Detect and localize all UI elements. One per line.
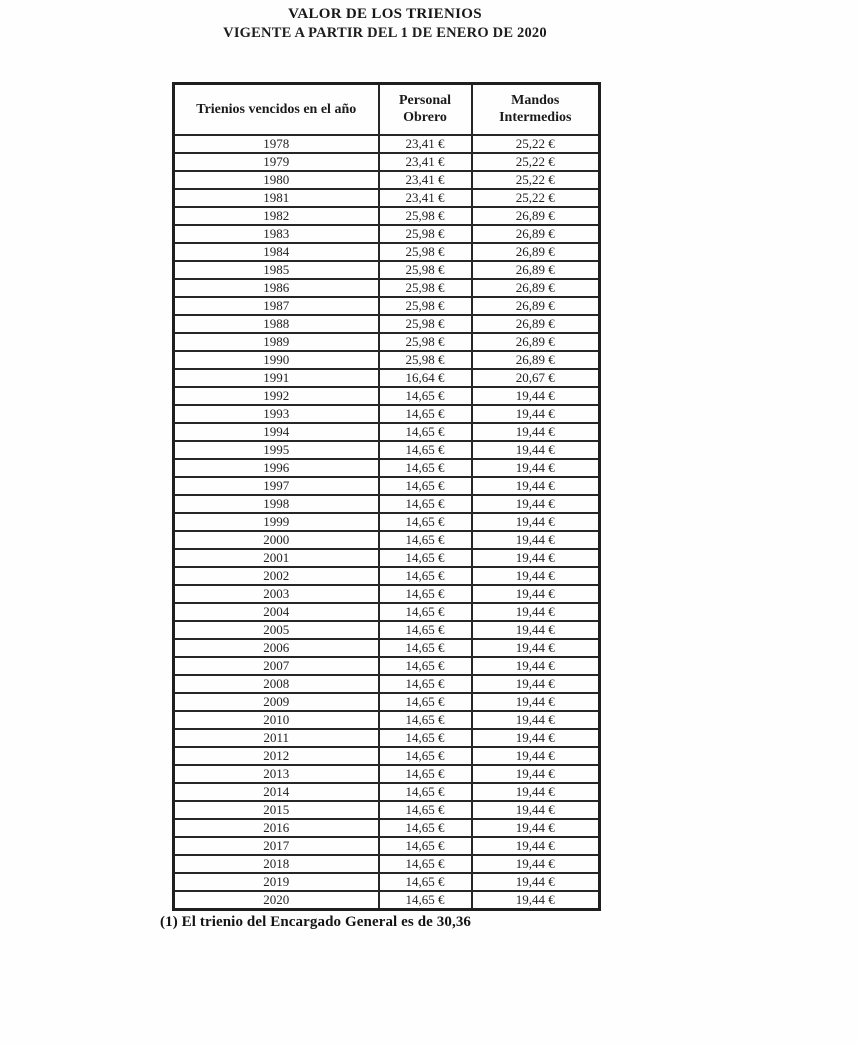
personal-obrero-cell: 14,65 € xyxy=(379,801,472,819)
year-cell: 2005 xyxy=(174,621,379,639)
year-cell: 2014 xyxy=(174,783,379,801)
personal-obrero-cell: 14,65 € xyxy=(379,423,472,441)
mandos-intermedios-cell: 19,44 € xyxy=(472,423,600,441)
year-cell: 2006 xyxy=(174,639,379,657)
mandos-intermedios-cell: 20,67 € xyxy=(472,369,600,387)
table-row xyxy=(174,477,600,495)
personal-obrero-cell: 14,65 € xyxy=(379,477,472,495)
year-cell: 1992 xyxy=(174,387,379,405)
year-cell: 1979 xyxy=(174,153,379,171)
mandos-intermedios-cell: 19,44 € xyxy=(472,657,600,675)
mandos-intermedios-cell: 19,44 € xyxy=(472,891,600,910)
personal-obrero-cell: 14,65 € xyxy=(379,531,472,549)
personal-obrero-cell: 14,65 € xyxy=(379,855,472,873)
mandos-intermedios-cell: 19,44 € xyxy=(472,549,600,567)
table-row xyxy=(174,837,600,855)
column-header-personal-obrero: Personal Obrero xyxy=(379,84,472,135)
year-cell: 1991 xyxy=(174,369,379,387)
year-cell: 2019 xyxy=(174,873,379,891)
mandos-intermedios-cell: 19,44 € xyxy=(472,837,600,855)
mandos-intermedios-cell: 19,44 € xyxy=(472,603,600,621)
table-row xyxy=(174,639,600,657)
personal-obrero-cell: 14,65 € xyxy=(379,585,472,603)
year-cell: 2011 xyxy=(174,729,379,747)
year-cell: 2004 xyxy=(174,603,379,621)
year-cell: 2012 xyxy=(174,747,379,765)
personal-obrero-cell: 23,41 € xyxy=(379,153,472,171)
mandos-intermedios-cell: 19,44 € xyxy=(472,693,600,711)
table-row xyxy=(174,819,600,837)
table-row xyxy=(174,495,600,513)
year-cell: 1993 xyxy=(174,405,379,423)
year-cell: 1986 xyxy=(174,279,379,297)
footnote: (1) El trienio del Encargado General es de 30,36 xyxy=(160,913,472,930)
mandos-intermedios-cell: 19,44 € xyxy=(472,495,600,513)
personal-obrero-cell: 14,65 € xyxy=(379,639,472,657)
table-row xyxy=(174,531,600,549)
table-row xyxy=(174,315,600,333)
table-row xyxy=(174,693,600,711)
personal-obrero-cell: 23,41 € xyxy=(379,171,472,189)
year-cell: 1997 xyxy=(174,477,379,495)
year-cell: 2013 xyxy=(174,765,379,783)
personal-obrero-cell: 25,98 € xyxy=(379,297,472,315)
personal-obrero-cell: 14,65 € xyxy=(379,729,472,747)
year-cell: 1981 xyxy=(174,189,379,207)
personal-obrero-cell: 14,65 € xyxy=(379,837,472,855)
personal-obrero-cell: 14,65 € xyxy=(379,711,472,729)
mandos-intermedios-cell: 19,44 € xyxy=(472,765,600,783)
mandos-intermedios-cell: 25,22 € xyxy=(472,153,600,171)
table-row xyxy=(174,729,600,747)
mandos-intermedios-cell: 19,44 € xyxy=(472,855,600,873)
year-cell: 1984 xyxy=(174,243,379,261)
personal-obrero-cell: 25,98 € xyxy=(379,333,472,351)
mandos-intermedios-cell: 19,44 € xyxy=(472,405,600,423)
document-content xyxy=(160,6,598,931)
table-row xyxy=(174,657,600,675)
personal-obrero-cell: 25,98 € xyxy=(379,261,472,279)
year-cell: 1988 xyxy=(174,315,379,333)
table-row xyxy=(174,801,600,819)
mandos-intermedios-cell: 19,44 € xyxy=(472,783,600,801)
personal-obrero-cell: 14,65 € xyxy=(379,549,472,567)
document-subtitle: VIGENTE A PARTIR DEL 1 DE ENERO DE 2020 xyxy=(223,25,547,41)
table-row xyxy=(174,153,600,171)
personal-obrero-cell: 14,65 € xyxy=(379,747,472,765)
table-row xyxy=(174,405,600,423)
mandos-intermedios-cell: 19,44 € xyxy=(472,441,600,459)
personal-obrero-cell: 14,65 € xyxy=(379,657,472,675)
personal-obrero-cell: 16,64 € xyxy=(379,369,472,387)
table-row xyxy=(174,585,600,603)
mandos-intermedios-cell: 19,44 € xyxy=(472,747,600,765)
table-row xyxy=(174,225,600,243)
table-row xyxy=(174,423,600,441)
table-row xyxy=(174,369,600,387)
personal-obrero-cell: 25,98 € xyxy=(379,225,472,243)
mandos-intermedios-cell: 19,44 € xyxy=(472,675,600,693)
mandos-intermedios-cell: 19,44 € xyxy=(472,819,600,837)
mandos-intermedios-cell: 26,89 € xyxy=(472,225,600,243)
personal-obrero-cell: 14,65 € xyxy=(379,693,472,711)
personal-obrero-cell: 14,65 € xyxy=(379,891,472,910)
trienios-table xyxy=(172,82,601,911)
table-row xyxy=(174,891,600,910)
mandos-intermedios-cell: 25,22 € xyxy=(472,189,600,207)
personal-obrero-cell: 25,98 € xyxy=(379,243,472,261)
mandos-intermedios-cell: 26,89 € xyxy=(472,261,600,279)
personal-obrero-cell: 14,65 € xyxy=(379,387,472,405)
table-row xyxy=(174,387,600,405)
year-cell: 2020 xyxy=(174,891,379,910)
table-row xyxy=(174,603,600,621)
mandos-intermedios-cell: 25,22 € xyxy=(472,171,600,189)
year-cell: 1994 xyxy=(174,423,379,441)
table-row xyxy=(174,567,600,585)
year-cell: 2008 xyxy=(174,675,379,693)
mandos-intermedios-cell: 19,44 € xyxy=(472,585,600,603)
personal-obrero-cell: 14,65 € xyxy=(379,567,472,585)
table-row xyxy=(174,747,600,765)
table-header xyxy=(174,84,600,135)
year-cell: 1987 xyxy=(174,297,379,315)
year-cell: 2000 xyxy=(174,531,379,549)
mandos-intermedios-cell: 26,89 € xyxy=(472,297,600,315)
table-row xyxy=(174,135,600,153)
personal-obrero-cell: 14,65 € xyxy=(379,675,472,693)
table-row xyxy=(174,243,600,261)
table-row xyxy=(174,855,600,873)
table-row xyxy=(174,279,600,297)
table-row xyxy=(174,783,600,801)
mandos-intermedios-cell: 19,44 € xyxy=(472,513,600,531)
mandos-intermedios-cell: 19,44 € xyxy=(472,477,600,495)
table-row xyxy=(174,549,600,567)
mandos-intermedios-cell: 19,44 € xyxy=(472,711,600,729)
year-cell: 2018 xyxy=(174,855,379,873)
year-cell: 2009 xyxy=(174,693,379,711)
year-cell: 2017 xyxy=(174,837,379,855)
document-title: VALOR DE LOS TRIENIOS xyxy=(288,6,482,22)
year-cell: 1990 xyxy=(174,351,379,369)
personal-obrero-cell: 25,98 € xyxy=(379,207,472,225)
table-body xyxy=(174,135,600,910)
personal-obrero-cell: 14,65 € xyxy=(379,459,472,477)
year-cell: 2003 xyxy=(174,585,379,603)
year-cell: 1996 xyxy=(174,459,379,477)
year-cell: 1995 xyxy=(174,441,379,459)
personal-obrero-cell: 14,65 € xyxy=(379,621,472,639)
personal-obrero-cell: 14,65 € xyxy=(379,819,472,837)
mandos-intermedios-cell: 19,44 € xyxy=(472,387,600,405)
mandos-intermedios-cell: 19,44 € xyxy=(472,459,600,477)
personal-obrero-cell: 14,65 € xyxy=(379,495,472,513)
table-row xyxy=(174,297,600,315)
header-row xyxy=(174,84,600,135)
year-cell: 2002 xyxy=(174,567,379,585)
personal-obrero-cell: 14,65 € xyxy=(379,873,472,891)
table-row xyxy=(174,441,600,459)
mandos-intermedios-cell: 26,89 € xyxy=(472,207,600,225)
mandos-intermedios-cell: 19,44 € xyxy=(472,639,600,657)
mandos-intermedios-cell: 19,44 € xyxy=(472,567,600,585)
year-cell: 1983 xyxy=(174,225,379,243)
table-row xyxy=(174,333,600,351)
mandos-intermedios-cell: 19,44 € xyxy=(472,621,600,639)
column-header-mandos-intermedios: Mandos Intermedios xyxy=(472,84,600,135)
year-cell: 1999 xyxy=(174,513,379,531)
mandos-intermedios-cell: 19,44 € xyxy=(472,801,600,819)
mandos-intermedios-cell: 19,44 € xyxy=(472,531,600,549)
year-cell: 2001 xyxy=(174,549,379,567)
personal-obrero-cell: 14,65 € xyxy=(379,603,472,621)
mandos-intermedios-cell: 26,89 € xyxy=(472,279,600,297)
year-cell: 2007 xyxy=(174,657,379,675)
year-cell: 2015 xyxy=(174,801,379,819)
table-row xyxy=(174,873,600,891)
table-row xyxy=(174,621,600,639)
table-row xyxy=(174,351,600,369)
personal-obrero-cell: 14,65 € xyxy=(379,765,472,783)
personal-obrero-cell: 14,65 € xyxy=(379,513,472,531)
table-row xyxy=(174,189,600,207)
year-cell: 1982 xyxy=(174,207,379,225)
table-row xyxy=(174,711,600,729)
table-row xyxy=(174,207,600,225)
mandos-intermedios-cell: 19,44 € xyxy=(472,729,600,747)
personal-obrero-cell: 23,41 € xyxy=(379,135,472,153)
mandos-intermedios-cell: 26,89 € xyxy=(472,243,600,261)
personal-obrero-cell: 14,65 € xyxy=(379,441,472,459)
personal-obrero-cell: 25,98 € xyxy=(379,351,472,369)
mandos-intermedios-cell: 25,22 € xyxy=(472,135,600,153)
year-cell: 2016 xyxy=(174,819,379,837)
table-row xyxy=(174,765,600,783)
year-cell: 1985 xyxy=(174,261,379,279)
year-cell: 1998 xyxy=(174,495,379,513)
mandos-intermedios-cell: 26,89 € xyxy=(472,351,600,369)
personal-obrero-cell: 25,98 € xyxy=(379,315,472,333)
year-cell: 1978 xyxy=(174,135,379,153)
personal-obrero-cell: 14,65 € xyxy=(379,405,472,423)
year-cell: 1980 xyxy=(174,171,379,189)
personal-obrero-cell: 14,65 € xyxy=(379,783,472,801)
table-row xyxy=(174,459,600,477)
column-header-trienios: Trienios vencidos en el año xyxy=(174,84,379,135)
table-row xyxy=(174,261,600,279)
personal-obrero-cell: 23,41 € xyxy=(379,189,472,207)
mandos-intermedios-cell: 26,89 € xyxy=(472,315,600,333)
year-cell: 2010 xyxy=(174,711,379,729)
table-row xyxy=(174,513,600,531)
mandos-intermedios-cell: 19,44 € xyxy=(472,873,600,891)
table-row xyxy=(174,675,600,693)
personal-obrero-cell: 25,98 € xyxy=(379,279,472,297)
mandos-intermedios-cell: 26,89 € xyxy=(472,333,600,351)
year-cell: 1989 xyxy=(174,333,379,351)
table-row xyxy=(174,171,600,189)
